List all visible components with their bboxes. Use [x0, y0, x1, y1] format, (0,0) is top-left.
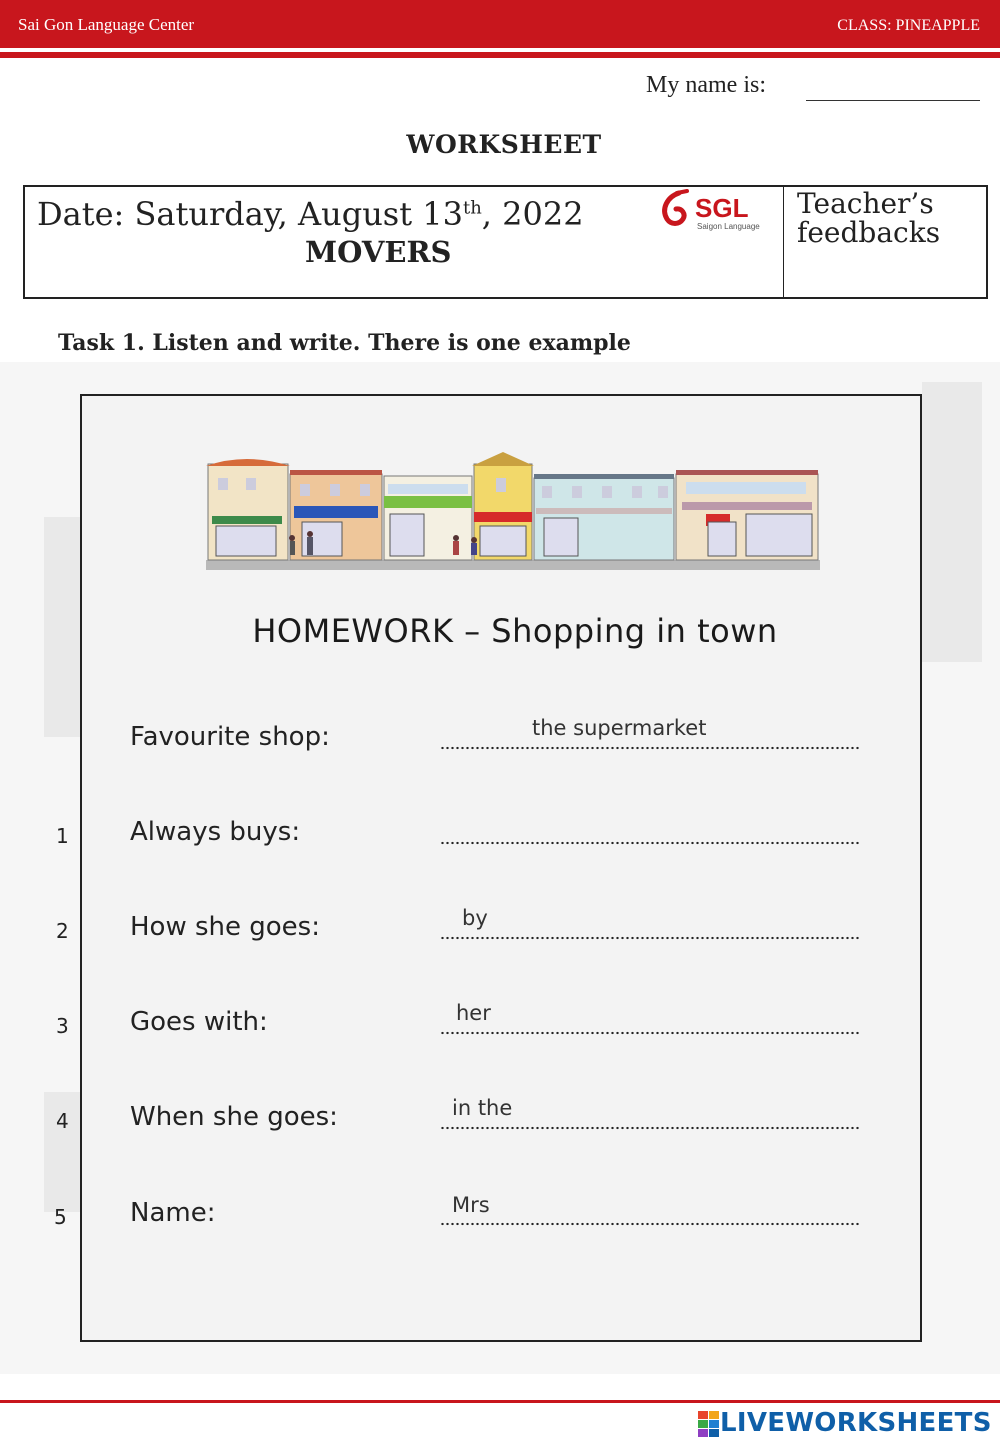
liveworksheets-logo[interactable] — [698, 1409, 994, 1439]
row-example-answer: the supermarket — [532, 716, 707, 740]
footer-divider — [0, 1400, 1000, 1403]
row-label: When she goes: — [130, 1102, 338, 1132]
answer-line[interactable] — [440, 746, 860, 750]
row-answer-prefix: in the — [452, 1096, 513, 1120]
answer-line[interactable] — [440, 1222, 860, 1226]
logo-subtitle: Saigon Language — [697, 222, 760, 231]
date-main: Date: Saturday, August 13 — [37, 195, 463, 233]
answer-line[interactable] — [440, 841, 860, 845]
class-label: CLASS: PINEAPPLE — [837, 17, 980, 34]
teacher-feedback-label: Teacher’s feedbacks — [797, 187, 941, 249]
info-box — [23, 185, 988, 299]
answer-line[interactable] — [440, 936, 860, 940]
answer-line[interactable] — [440, 1126, 860, 1130]
header-bar — [0, 0, 1000, 48]
row-number: 3 — [56, 1014, 69, 1038]
worksheet-title: WORKSHEET — [406, 130, 602, 159]
sgl-logo — [657, 187, 777, 235]
date-text — [37, 195, 584, 233]
my-name-field[interactable] — [806, 100, 980, 101]
row-number: 1 — [56, 824, 69, 848]
level-title: MOVERS — [305, 235, 452, 269]
town-street-illustration — [206, 452, 820, 570]
liveworksheets-brand: LIVEWORKSHEETS — [720, 1408, 992, 1438]
row-number: 2 — [56, 919, 69, 943]
row-number: 4 — [56, 1109, 69, 1133]
row-number: 5 — [54, 1205, 67, 1229]
row-label: How she goes: — [130, 912, 320, 942]
header-divider — [0, 52, 1000, 58]
logo-text: SGL — [695, 193, 749, 223]
center-name: Sai Gon Language Center — [18, 15, 195, 34]
row-label: Goes with: — [130, 1007, 268, 1037]
row-answer-prefix: by — [462, 906, 488, 930]
info-divider — [783, 187, 784, 297]
answer-line[interactable] — [440, 1031, 860, 1035]
row-answer-prefix: Mrs — [452, 1193, 490, 1217]
my-name-label: My name is: — [646, 72, 766, 98]
date-year: , 2022 — [481, 195, 584, 233]
date-superscript: th — [462, 197, 482, 219]
liveworksheets-icon — [698, 1411, 720, 1437]
row-label: Name: — [130, 1198, 216, 1228]
homework-title: HOMEWORK – Shopping in town — [252, 612, 778, 650]
row-label: Always buys: — [130, 817, 301, 847]
row-answer-prefix: her — [456, 1001, 491, 1025]
task-title: Task 1. Listen and write. There is one example — [58, 330, 631, 356]
row-label: Favourite shop: — [130, 722, 330, 752]
